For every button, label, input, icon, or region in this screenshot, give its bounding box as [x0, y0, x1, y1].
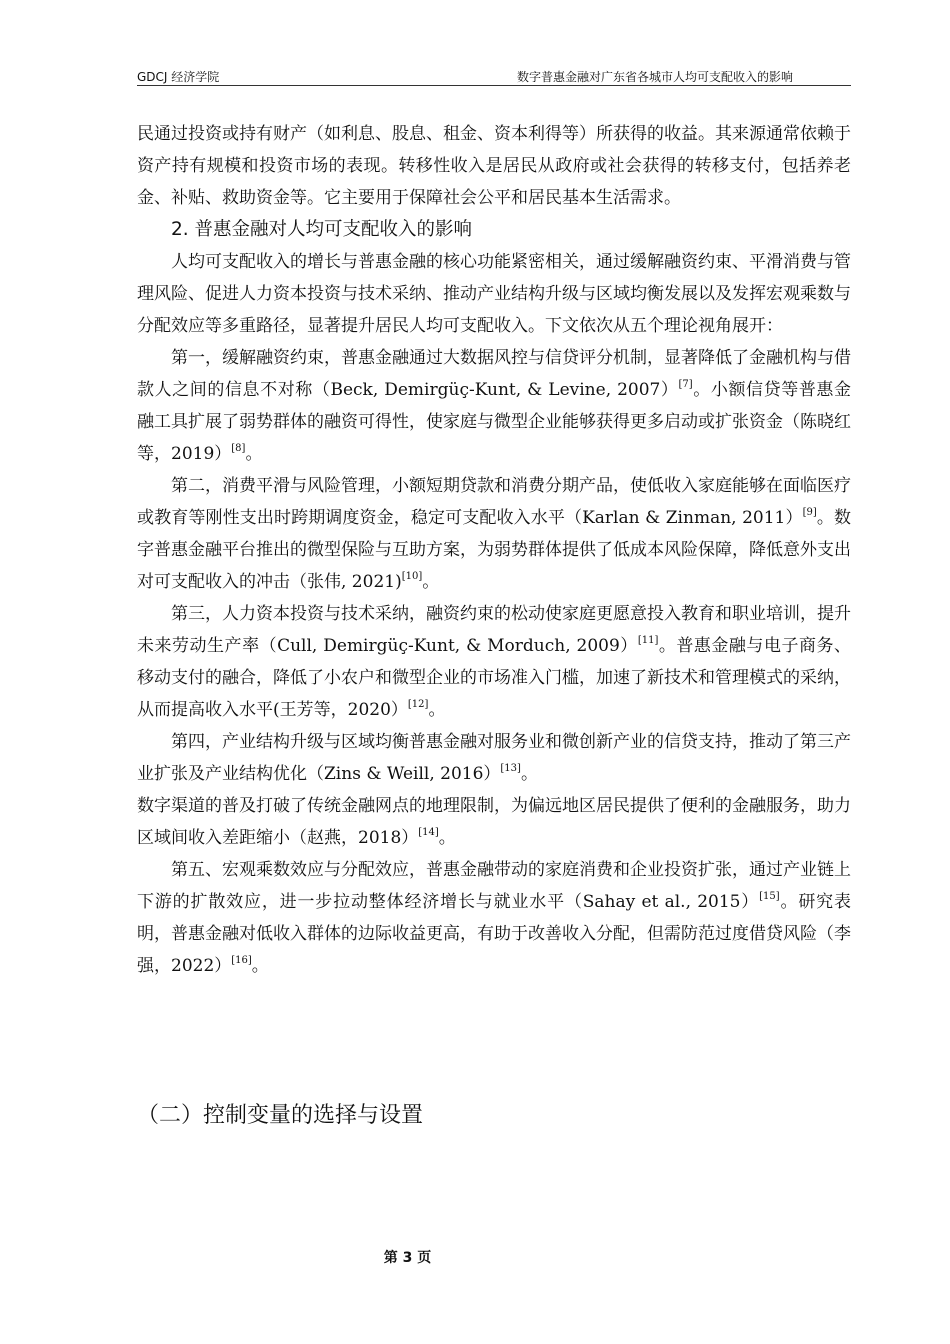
header-paper-title: 数字普惠金融对广东省各城市人均可支配收入的影响 [516, 70, 793, 84]
citation-7: [7] [678, 379, 693, 390]
body-text [137, 118, 851, 982]
text-run: 第五、宏观乘数效应与分配效应，普惠金融带动的家庭消费和企业投资扩张，通过产业链上下游的扩散效应，进一步拉动整体经济增长与就业水平（Sahay et al., 2015） [137, 860, 851, 912]
text-run: 第三，人力资本投资与技术采纳，融资约束的松动使家庭更愿意投入教育和职业培训，提升未来劳动生产率（Cull, Demirgüç-Kunt, & Morduch, 2009） [137, 604, 851, 656]
text-run: 。 [245, 444, 263, 464]
paragraph-human-capital [137, 598, 851, 726]
paragraph-intro: 人均可支配收入的增长与普惠金融的核心功能紧密相关，通过缓解融资约束、平滑消费与管理风险、促进人力资本投资与技术采纳、推动产业结构升级与区域均衡发展以及发挥宏观乘数与分配效应等多重路径，显著提升居民人均可支配收入。下文依次从五个理论视角展开： [137, 252, 851, 336]
citation-12: [12] [407, 699, 429, 710]
subheading-influence: 2. 普惠金融对人均可支配收入的影响 [171, 219, 473, 240]
citation-11: [11] [637, 635, 659, 646]
text-run: 。 [428, 700, 446, 720]
citation-16: [16] [231, 955, 252, 966]
paragraph-industry [137, 726, 851, 790]
text-run: 。 [422, 572, 440, 592]
text-run: 第二，消费平滑与风险管理，小额短期贷款和消费分期产品，使低收入家庭能够在面临医疗或教育等刚性支出时跨期调度资金，稳定可支配收入水平（Karlan & Zinman, 2011） [137, 476, 851, 528]
citation-13: [13] [500, 763, 521, 774]
citation-8: [8] [231, 443, 246, 454]
paragraph-financing [137, 342, 851, 470]
text-run: 第四，产业结构升级与区域均衡普惠金融对服务业和微创新产业的信贷支持，推动了第三产业扩张及产业结构优化（Zins & Weill, 2016） [137, 732, 851, 784]
page-number: 第 3 页 [383, 1250, 432, 1266]
paragraph-digital-channels [137, 790, 851, 854]
citation-15: [15] [759, 891, 780, 902]
paragraph-consumption [137, 470, 851, 598]
paragraph-macro-multiplier [137, 854, 851, 982]
paragraph-income-types: 民通过投资或持有财产（如利息、股息、租金、资本利得等）所获得的收益。其来源通常依赖于资产持有规模和投资市场的表现。转移性收入是居民从政府或社会获得的转移支付，包括养老金、补贴、救助资金等。它主要用于保障社会公平和居民基本生活需求。 [137, 124, 851, 208]
text-run: 。研究表明，普惠金融对低收入群体的边际收益更高，有助于改善收入分配，但需防范过度借贷风险（李强，2022） [137, 892, 852, 976]
citation-10: [10] [401, 571, 423, 582]
running-header [137, 67, 851, 86]
text-run: 。 [438, 828, 456, 848]
text-run: 。 [520, 764, 538, 784]
text-run: 。 [251, 956, 269, 976]
citation-14: [14] [418, 827, 439, 838]
text-run: 。小额信贷等普惠金融工具扩展了弱势群体的融资可得性，使家庭与微型企业能够获得更多启动或扩张资金（陈晓红等，2019） [137, 380, 851, 464]
header-school: GDCJ 经济学院 [137, 70, 220, 84]
text-run: 。普惠金融与电子商务、移动支付的融合，降低了小农户和微型企业的市场准入门槛，加速了新技术和管理模式的采纳，从而提高收入水平(王芳等，2020） [137, 636, 851, 720]
text-run: 。数字普惠金融平台推出的微型保险与互助方案，为弱势群体提供了低成本风险保障，降低意外支出对可支配收入的冲击（张伟, 2021) [137, 508, 852, 592]
citation-9: [9] [802, 507, 817, 518]
text-run: 第一，缓解融资约束，普惠金融通过大数据风控与信贷评分机制，显著降低了金融机构与借款人之间的信息不对称（Beck, Demirgüç-Kunt, & Levine, 2007） [137, 348, 851, 400]
section-title: （二）控制变量的选择与设置 [137, 1103, 424, 1128]
text-run: 数字渠道的普及打破了传统金融网点的地理限制，为偏远地区居民提供了便利的金融服务，助力区域间收入差距缩小（赵燕，2018） [137, 796, 851, 848]
